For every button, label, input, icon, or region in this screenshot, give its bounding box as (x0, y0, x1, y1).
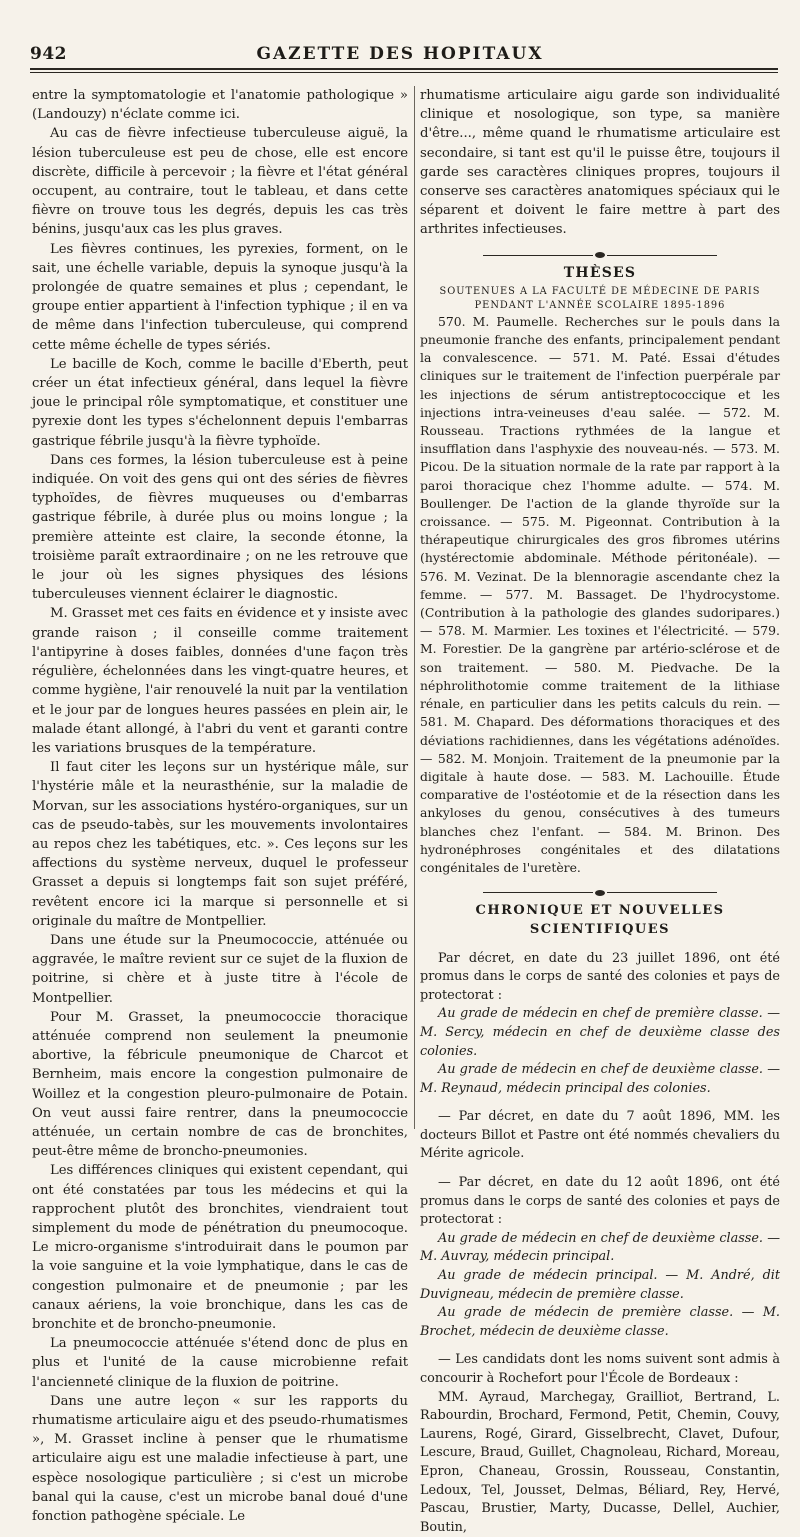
paragraph: MM. Ayraud, Marchegay, Grailliot, Bertrand, L. Rabourdin, Brochard, Fermond, Petit, Chemin, Couvy, Laurens, Rogé, Girard, Gisselbrecht, Clavet, Dufour, Lescure, Braud, Guillet, Chagnoleau, Richard, Moreau, Epron, Chaneau, Grossin, Rousseau, Constantin, Ledoux, Tel, Jousset, Delmas, Béliard, Rey, Hervé, Pascau, Brustier, Marty, Ducasse, Dellel, Auchier, Boutin, (420, 1389, 780, 1535)
paragraph: Au grade de médecin principal. — M. André, dit Duvigneau, médecin de première classe. (420, 1268, 780, 1302)
theses-list: 570. M. Paumelle. Recherches sur le pouls dans la pneumonie franche des enfants, principalement pendant la convalescence. — 571. M. Paté. Essai d'études cliniques sur le traitement de l'infection puerpérale par les injections de sérum antistreptococcique et les injections intra-veineuses d'eau salée. — 572. M. Rousseau. Tractions rythmées de la langue et insufflation dans l'asphyxie des nouveau-nés. — 573. M. Picou. De la situation normale de la rate par rapport à la paroi thoracique chez l'homme adulte. — 574. M. Boullenger. De l'action de la glande thyroïde sur la croissance. — 575. M. Pigeonnat. Contribution à la thérapeutique chirurgicales des gros fibromes utérins (hystérectomie abdominale. Méthode péritonéale). — 576. M. Vezinat. De la blennoragie ascendante chez la femme. — 577. M. Bassaget. De l'hydrocystome. (Contribution à la pathologie des glandes sudoripares.) — 578. M. Marmier. Les toxines et l'électricité. — 579. M. Forestier. De la gangrène par artério-sclérose et de son traitement. — 580. M. Piedvache. De la néphrolithotomie comme traitement de la lithiase rénale, en particulier dans les petits calculs du rein. — 581. M. Chapard. Des déformations thoraciques et des déviations rachidiennes, dans les végétations adénoïdes. — 582. M. Monjoin. Traitement de la pneumonie par la digitale à haute dose. — 583. M. Lachouille. Étude comparative de l'ostéotomie et de la résection dans les ankyloses du genou, consécutives à des tumeurs blanches chez l'enfant. — 584. M. Brinon. Des hydronéphroses congénitales et des dilatations congénitales de l'uretère. (420, 313, 780, 875)
paragraph: Il faut citer les leçons sur un hystérique mâle, sur l'hystérie mâle et la neurasthénie, sur la maladie de Morvan, sur les associations hystéro-organiques, sur un cas de pseudo-tabès, sur les mouvements involontaires au repos chez les tabétiques, etc. ». Ces leçons sur les affections du système nerveux, duquel le professeur Grasset a depuis si longtemps fait son sujet préféré, revêtent encore ici la marque si personnelle et si originale du maître de Montpellier. (32, 760, 408, 929)
section-subtitle: PENDANT L'ANNÉE SCOLAIRE 1895-1896 (474, 299, 726, 311)
paragraph: Dans une étude sur la Pneumococcie, atténuée ou aggravée, le maître revient sur ce sujet de la fluxion de poitrine, si chère et à juste titre à l'école de Montpellier. (32, 932, 408, 1006)
right-column (420, 86, 780, 1535)
section-title: THÈSES (563, 264, 637, 281)
running-head (30, 44, 770, 68)
header-rule-thin (30, 72, 778, 73)
paragraph: Au grade de médecin en chef de première classe. — M. Sercy, médecin en chef de deuxième classe des colonies. (420, 1006, 780, 1059)
paragraph: M. Grasset met ces faits en évidence et y insiste avec grande raison ; il conseille comme traitement l'antipyrine à doses faibles, données d'une façon très régulière, échelonnées dans les vingt-quatre heures, et comme hygiène, l'air renouvelé la nuit par la ventilation et le jour par de longues heures passées en plein air, le malade étant allongé, à l'abri du vent et garanti contre les variations brusques de la température. (32, 606, 408, 756)
paragraph: — Les candidats dont les noms suivent sont admis à concourir à Rochefort pour l'École de Bordeaux : (420, 1352, 780, 1386)
paragraph: Les différences cliniques qui existent cependant, qui ont été constatées par tous les médecins et qui la rapprochent plutôt des bronchites, viendraient tout simplement du mode de pénétration du pneumocoque. Le micro-organisme s'introduirait dans le poumon par la voie sanguine et la voie lymphatique, dans le cas de congestion pulmonaire et de pneumonie ; par les canaux aériens, la voie bronchique, dans les cas de bronchite et de broncho-pneumonie. (32, 1163, 408, 1332)
paragraph: Au grade de médecin de première classe. — M. Brochet, médecin de deuxième classe. (420, 1305, 780, 1339)
page-number: 942 (30, 44, 67, 64)
theses-section (420, 264, 780, 878)
paragraph: Le bacille de Koch, comme le bacille d'Eberth, peut créer un état infectieux général, dans lequel la fièvre joue le principal rôle symptomatique, et constituer une pyrexie dont les types s'échelonnent depuis l'embarras gastrique fébrile jusqu'à la fièvre typhoïde. (32, 356, 408, 449)
paragraph: Dans une autre leçon « sur les rapports du rhumatisme articulaire aigu et des pseudo-rhumatismes », M. Grasset incline à penser que le rhumatisme articulaire aigu est une maladie infectieuse à part, une espèce nosologique particulière ; si c'est un microbe banal qui la cause, c'est un microbe banal doué d'une fonction pathogène spéciale. Le (32, 1393, 408, 1525)
paragraph: Au cas de fièvre infectieuse tuberculeuse aiguë, la lésion tuberculeuse est peu de chose, elle est encore discrète, difficile à percevoir ; la fièvre et l'état général occupent, au contraire, tout le tableau, et dans cette fièvre on trouve tous les degrés, depuis les cas très bénins, jusqu'aux cas les plus graves. (32, 126, 408, 238)
paragraph: entre la symptomatologie et l'anatomie pathologique » (Landouzy) n'éclate comme ici. (32, 88, 408, 123)
paragraph: rhumatisme articulaire aigu garde son individualité clinique et nosologique, son type, sa manière d'être..., même quand le rhumatisme articulaire est secondaire, si tant est qu'il le puisse être, toujours il garde ses caractères cliniques propres, toujours il conserve ses caractères anatomiques spéciaux qui le séparent et doivent le faire mettre à part des arthrites infectieuses. (420, 88, 780, 238)
paragraph: — Par décret, en date du 7 août 1896, MM. les docteurs Billot et Pastre ont été nommés chevaliers du Mérite agricole. (420, 1109, 780, 1162)
section-title: CHRONIQUE ET NOUVELLES SCIENTIFIQUES (475, 903, 725, 938)
paragraph: Pour M. Grasset, la pneumococcie thoracique atténuée comprend non seulement la pneumonie abortive, la fébricule pneumonique de Charcot et Bernheim, mais encore la congestion pulmonaire de Woillez et la congestion pleuro-pulmonaire de Potain. On veut aussi faire rentrer, dans la pneumococcie atténuée, un certain nombre de cas de bronchites, peut-être même de broncho-pneumonies. (32, 1009, 408, 1160)
paragraph: Au grade de médecin en chef de deuxième classe. — M. Reynaud, médecin principal des colonies. (420, 1062, 780, 1096)
ornament-divider (420, 883, 780, 893)
journal-title: GAZETTE DES HOPITAUX (256, 44, 544, 64)
paragraph: — Par décret, en date du 12 août 1896, ont été promus dans le corps de santé des colonies et pays de protectorat : (420, 1175, 780, 1228)
header-rule-thick (30, 68, 778, 70)
chronique-section (420, 901, 780, 1537)
paragraph: Dans ces formes, la lésion tuberculeuse est à peine indiquée. On voit des gens qui ont des séries de fièvres typhoïdes, de fièvres muqueuses ou d'embarras gastrique fébrile, à durée plus ou moins longue ; la première atteinte est claire, la seconde étonne, la troisième paraît extraordinaire ; on ne les retrouve que le jour où les signes physiques des lésions tuberculeuses viennent éclairer le diagnostic. (32, 452, 408, 603)
left-column (32, 86, 408, 1525)
section-subtitle: SOUTENUES A LA FACULTÉ DE MÉDECINE DE PARIS (439, 285, 761, 297)
ornament-divider (420, 246, 780, 256)
paragraph: Au grade de médecin en chef de deuxième classe. — M. Auvray, médecin principal. (420, 1230, 780, 1265)
paragraph: Les fièvres continues, les pyrexies, forment, on le sait, une échelle variable, depuis la synoque jusqu'à la prolongée de quatre semaines et plus ; cependant, le groupe entier appartient à l'infection typhique ; il en va de même dans l'infection tuberculeuse, qui comprend cette même échelle de types sériés. (32, 241, 408, 353)
column-divider (414, 86, 415, 1129)
paragraph: La pneumococcie atténuée s'étend donc de plus en plus et l'unité de la cause microbienne refait l'ancienneté clinique de la fluxion de poitrine. (32, 1336, 408, 1390)
paragraph: Par décret, en date du 23 juillet 1896, ont été promus dans le corps de santé des colonies et pays de protectorat : (420, 950, 780, 1003)
